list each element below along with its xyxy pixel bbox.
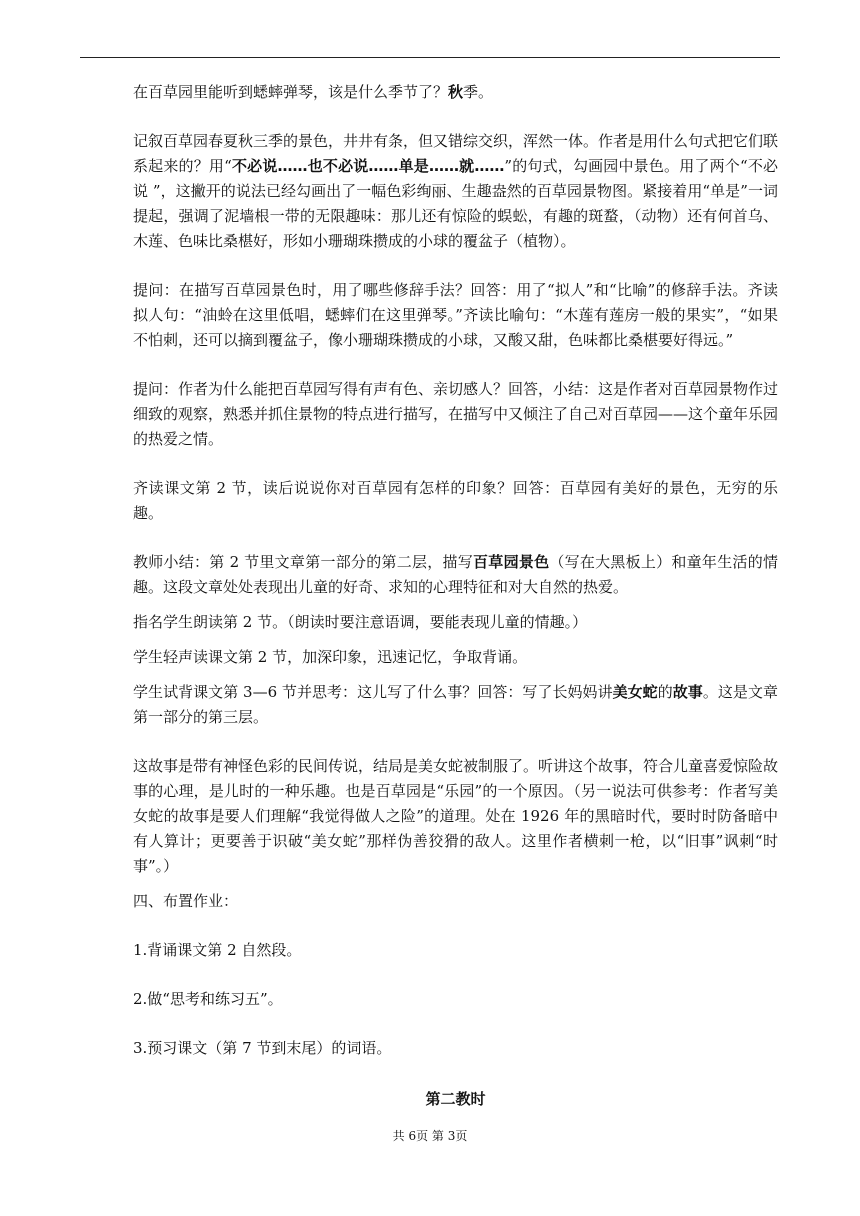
text-run: 季。 xyxy=(463,83,494,101)
paragraph-teacher-summary xyxy=(133,550,778,600)
homework-item-2: 2.做“思考和练习五”。 xyxy=(133,990,283,1008)
text-run: ”的句式，勾画园中景色。用了两个“不必说 ”，这撇开的说法已经勾画出了一幅色彩绚丽、生趣盎然的百草园景物图。紧接着用“单是”一词提起，强调了泥墙根一带的无限趣味：那儿还有惊险的蜈蚣，有趣的斑蝥，（动物）还有何首乌、木莲、色味比桑椹好，形如小珊瑚珠攒成的小球的覆盆子（植物）。 xyxy=(133,157,778,250)
paragraph-sentence-pattern xyxy=(133,129,778,254)
text-run: 教师小结：第 2 节里文章第一部分的第二层，描写 xyxy=(133,553,474,571)
text-run: 记叙百草园春夏秋三季的景色，井井有条，但又错综交织，浑然一体。作者是用什么句式把它们联系起来的？用“ xyxy=(133,132,779,175)
paragraph-recite: 学生轻声读课文第 2 节，加深印象，迅速记忆，争取背诵。 xyxy=(133,648,528,666)
bold-answer: 秋 xyxy=(448,83,464,101)
paragraph-read-section-2: 齐读课文第 2 节，读后说说你对百草园有怎样的印象？回答：百草园有美好的景色，无穷的乐趣。 xyxy=(133,479,778,522)
header-rule xyxy=(80,57,780,58)
paragraph-read-aloud: 指名学生朗读第 2 节。（朗读时要注意语调，要能表现儿童的情趣。） xyxy=(133,613,588,631)
text-run: 的 xyxy=(657,683,673,701)
bold-pattern: 不必说……也不必说……单是……就…… xyxy=(231,157,505,175)
text-run: 学生试背课文第 3—6 节并思考：这儿写了什么事？回答：写了长妈妈讲 xyxy=(133,683,613,701)
bold-keyword: 百草园景色 xyxy=(473,553,550,571)
page-footer: 共 6页 第 3页 xyxy=(392,1129,468,1143)
bold-keyword: 故事 xyxy=(672,683,703,701)
paragraph-why-vivid: 提问：作者为什么能把百草园写得有声有色、亲切感人？回答，小结：这是作者对百草园景物作过细致的观察，熟悉并抓住景物的特点进行描写，在描写中又倾注了自己对百草园——这个童年乐园的热爱之情。 xyxy=(133,380,779,448)
paragraph-legend: 这故事是带有神怪色彩的民间传说，结局是美女蛇被制服了。听讲这个故事，符合儿童喜爱惊险故事的心理，是儿时的一种乐趣。也是百草园是“乐园”的一个原因。（另一说法可供参考：作者写美女蛇的故事是要人们理解“我觉得做人之险”的道理。处在 1926 年的黑暗时代，要时时防备暗中有人算计；更要善于识破“美女蛇”那样伪善狡猾的敌人。这里作者横刺一枪，以“旧事”讽刺“时事”。） xyxy=(133,757,779,875)
paragraph-rhetoric: 提问：在描写百草园景色时，用了哪些修辞手法？回答：用了“拟人”和“比喻”的修辞手法。齐读拟人句：“油蛉在这里低唱，蟋蟀们在这里弹琴。”齐读比喻句：“木莲有莲房一般的果实”，“如果不怕刺，还可以摘到覆盆子，像小珊瑚珠攒成的小球，又酸又甜，色味都比桑椹要好得远。” xyxy=(133,281,778,349)
section-heading: 第二教时 xyxy=(425,1090,486,1108)
paragraph-season xyxy=(133,80,778,105)
homework-item-3: 3.预习课文（第 7 节到末尾）的词语。 xyxy=(133,1039,392,1057)
paragraph-homework-heading: 四、布置作业： xyxy=(133,892,239,910)
homework-item-1: 1.背诵课文第 2 自然段。 xyxy=(133,941,302,959)
paragraph-story xyxy=(133,680,778,730)
text-run: 在百草园里能听到蟋蟀弹琴，该是什么季节了？ xyxy=(133,83,449,101)
document-body xyxy=(133,80,778,1112)
text-run: 。这是文章第一部分的第三层。 xyxy=(133,683,778,726)
text-run: （写在大黑板上）和童年生活的情趣。这段文章处处表现出儿童的好奇、求知的心理特征和对大自然的热爱。 xyxy=(133,553,778,596)
bold-keyword: 美女蛇 xyxy=(612,683,658,701)
